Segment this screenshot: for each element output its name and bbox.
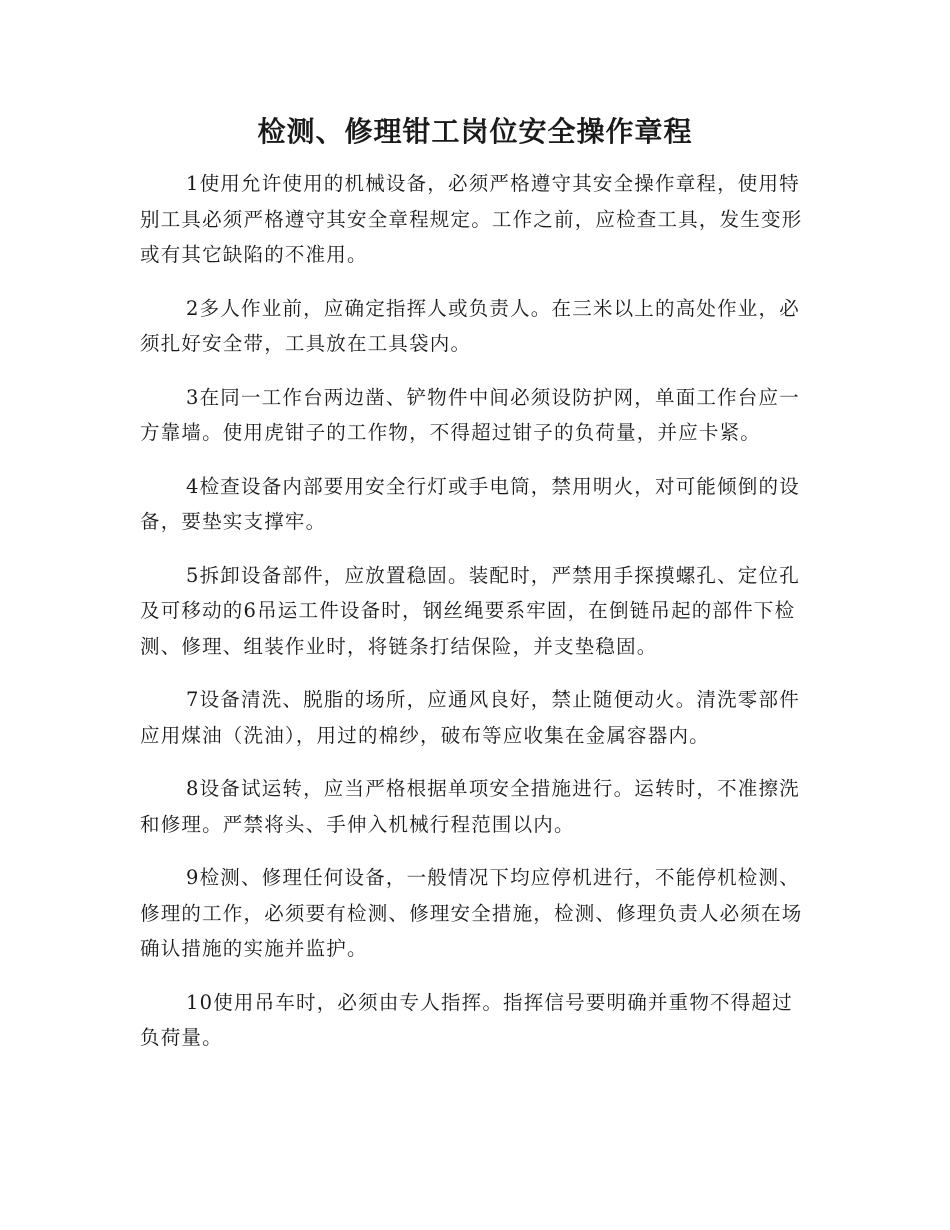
paragraph-8: 8设备试运转，应当严格根据单项安全措施进行。运转时，不准擦洗和修理。严禁将头、手伸入机械行程范围以内。 — [140, 777, 800, 836]
paragraph-5: 5拆卸设备部件，应放置稳固。装配时，严禁用手探摸螺孔、定位孔及可移动的6吊运工件设备时，钢丝绳要系牢固，在倒链吊起的部件下检测、修理、组装作业时，将链条打结保险，并支垫稳固。 — [140, 563, 800, 658]
paragraph-9: 9检测、修理任何设备，一般情况下均应停机进行，不能停机检测、修理的工作，必须要有检测、修理安全措施，检测、修理负责人必须在场确认措施的实施并监护。 — [140, 866, 803, 960]
document-title: 检测、修理钳工岗位安全操作章程 — [257, 115, 693, 148]
paragraph-7: 7设备清洗、脱脂的场所，应通风良好，禁止随便动火。清洗零部件应用煤油（洗油），用过的棉纱，破布等应收集在金属容器内。 — [140, 688, 800, 747]
paragraph-3: 3在同一工作台两边凿、铲物件中间必须设防护网，单面工作台应一方靠墙。使用虎钳子的工作物，不得超过钳子的负荷量，并应卡紧。 — [140, 385, 800, 444]
document-body — [140, 166, 812, 1074]
paragraph-10: 10使用吊车时，必须由专人指挥。指挥信号要明确并重物不得超过负荷量。 — [140, 990, 793, 1049]
paragraph-2: 2多人作业前，应确定指挥人或负责人。在三米以上的高处作业，必须扎好安全带，工具放在工具袋内。 — [140, 296, 800, 355]
paragraph-1: 1使用允许使用的机械设备，必须严格遵守其安全操作章程，使用特别工具必须严格遵守其安全章程规定。工作之前，应检查工具，发生变形或有其它缺陷的不准用。 — [140, 172, 803, 266]
paragraph-4: 4检查设备内部要用安全行灯或手电筒，禁用明火，对可能倾倒的设备，要垫实支撑牢。 — [140, 474, 800, 533]
